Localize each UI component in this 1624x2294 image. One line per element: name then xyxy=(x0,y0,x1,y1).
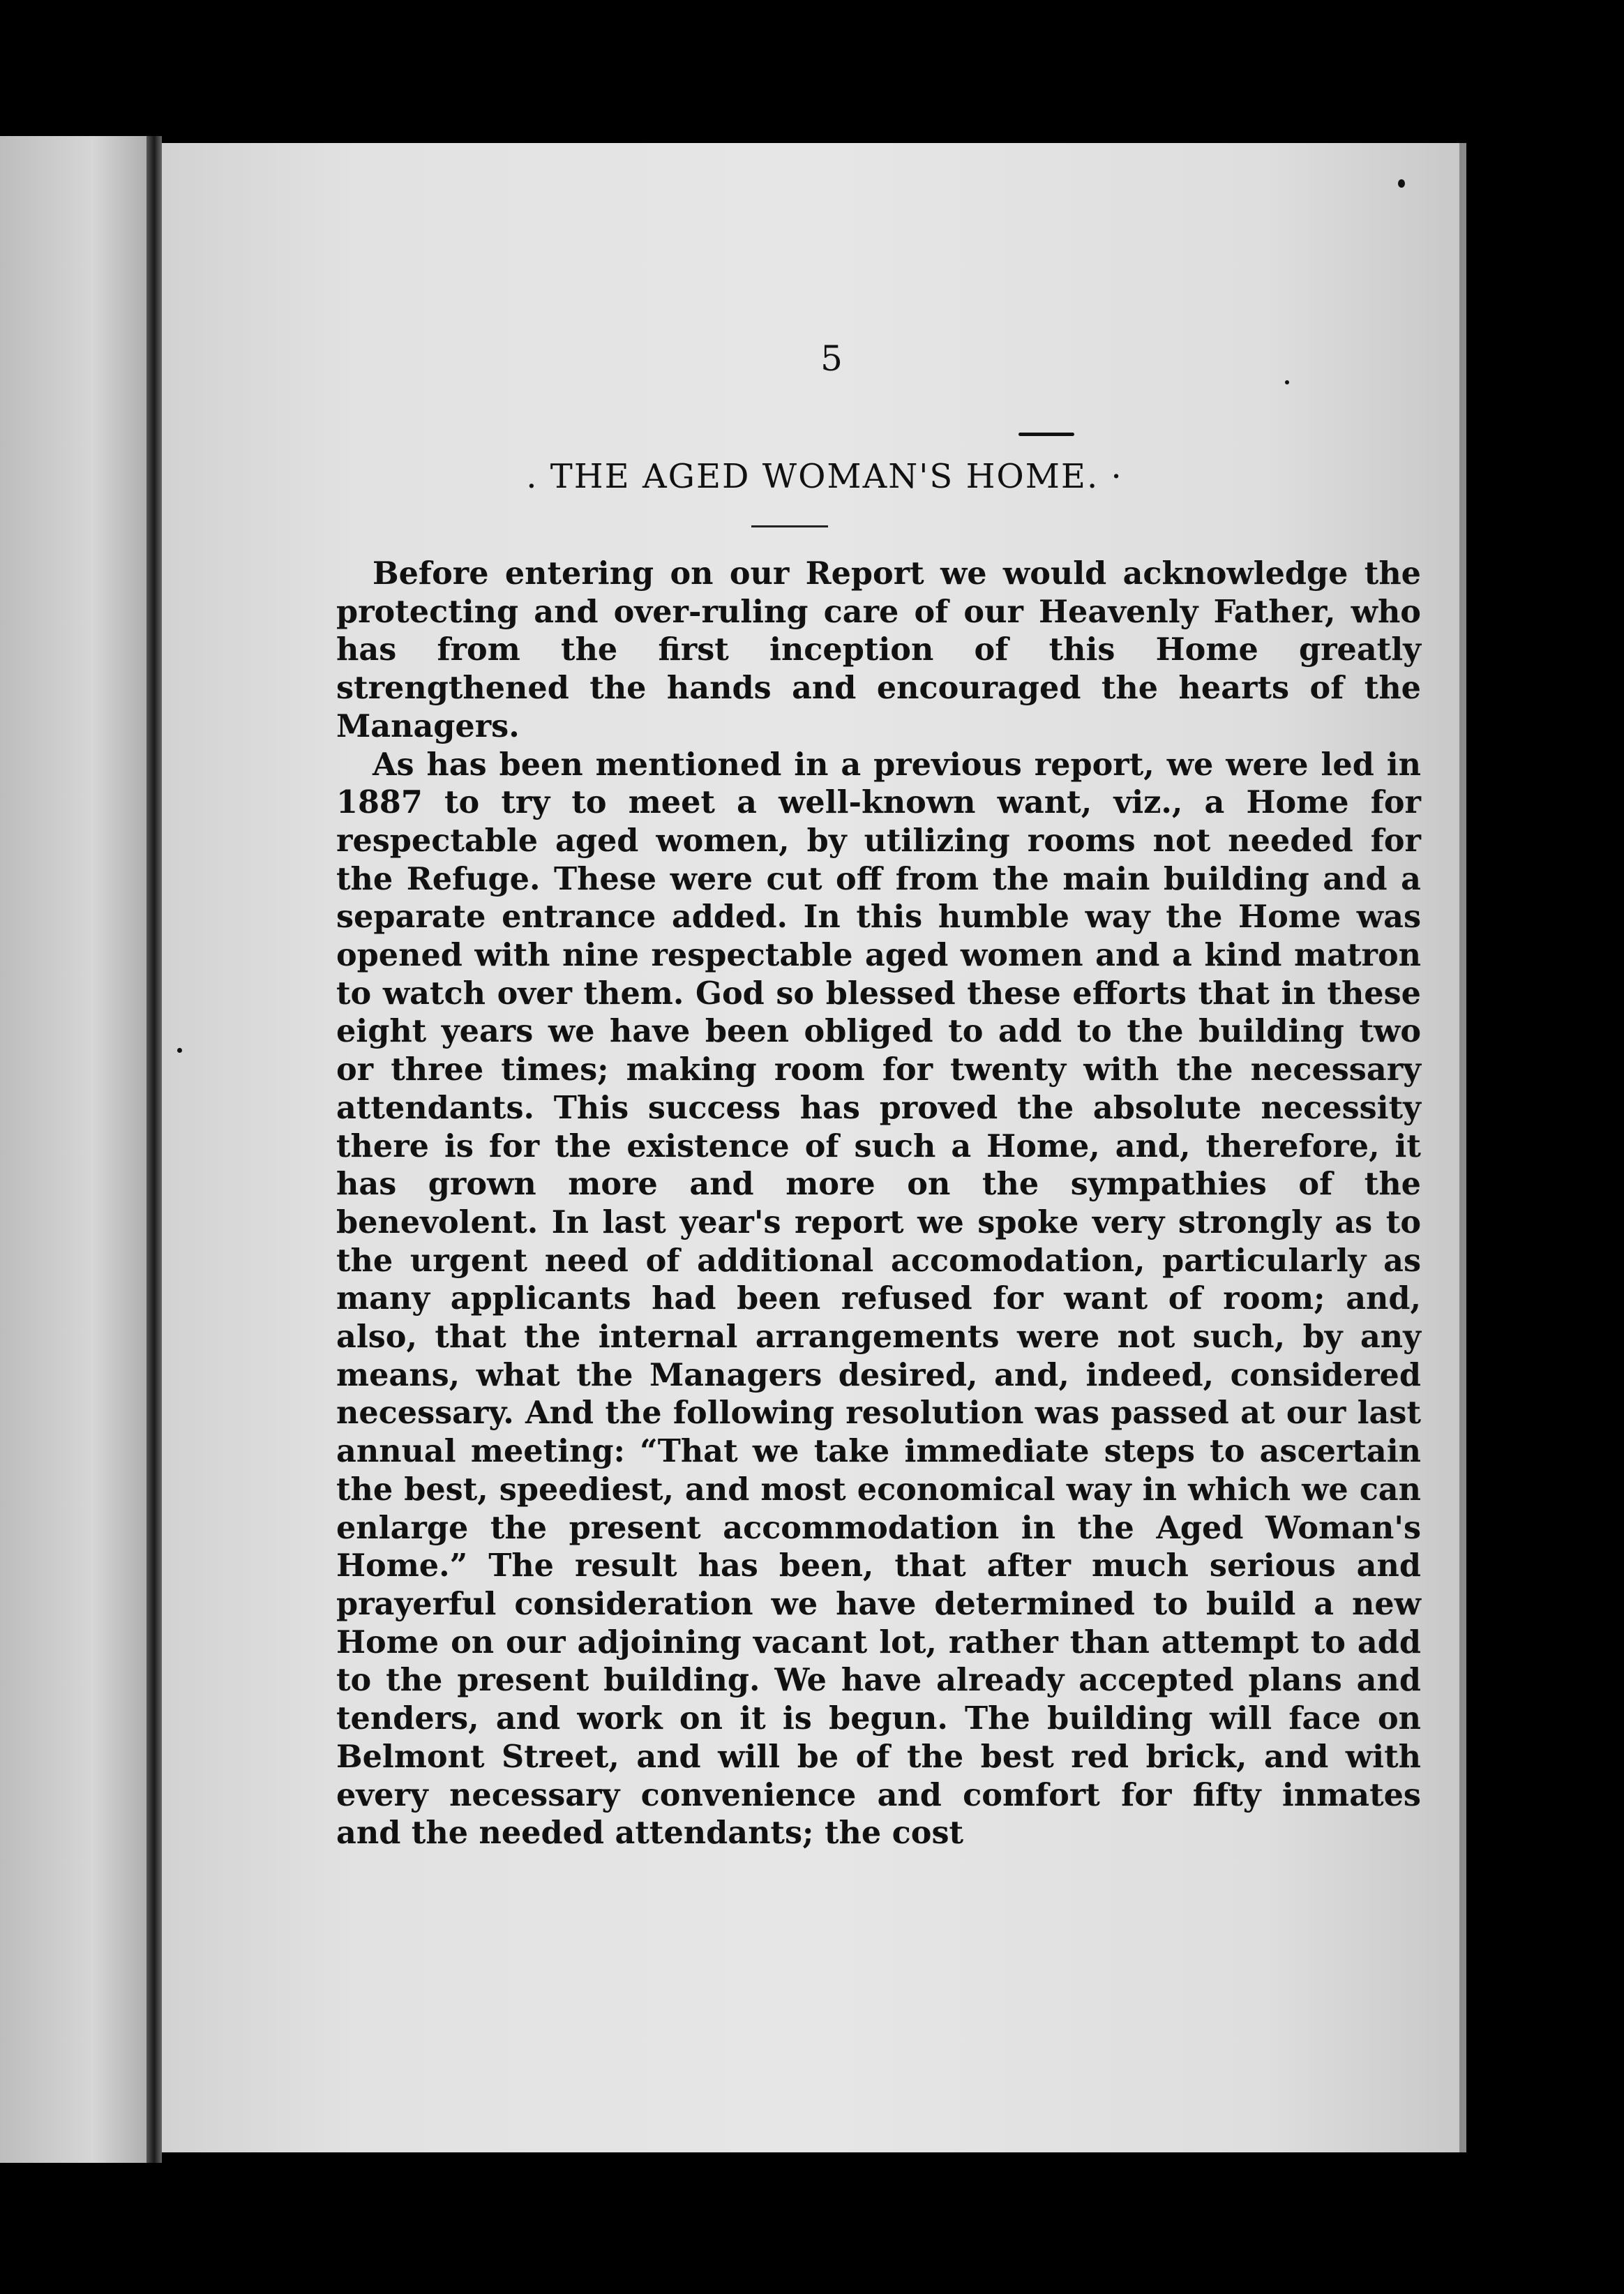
book-gutter xyxy=(146,136,162,2163)
page-number: 5 xyxy=(820,338,843,379)
paragraph-2: As has been mentioned in a previous report, we were led in 1887 to try to meet a well-known want, viz., a Home for respectable aged women, by utilizing rooms not needed for the Refuge. These were cut off from the main building and a separate entrance added. In this humble way the Home was opened with nine respectable aged women and a kind matron to watch over them. God so blessed these efforts that in these eight years we have been obliged to add to the building two or three times; making room for twenty with the necessary attendants. This success has proved the absolute necessity there is for the existence of such a Home, and, therefore, it has grown more and more on the sympathies of the benevolent. In last year's report we spoke very strongly as to the urgent need of additional accomodation, particularly as many applicants had been refused for want of room; and, also, that the internal arrangements were not such, by any means, what the Managers desired, and, indeed, considered necessary. And the following resolution was passed at our last annual meeting: “That we take immediate steps to ascertain the best, speediest, and most economical way in which we can enlarge the present accommodation in the Aged Woman's Home.” The result has been, that after much serious and prayerful consideration we have determined to build a new Home on our adjoining vacant lot, rather than attempt to add to the present building. We have already accepted plans and tenders, and work on it is begun. The building will face on Belmont Street, and will be of the best red brick, and with every necessary convenience and comfort for fifty inmates and the needed attendants; the cost xyxy=(336,746,1421,1852)
scan-speck xyxy=(1018,433,1074,436)
body-text xyxy=(336,555,1421,1852)
document-page xyxy=(162,143,1459,2152)
page-title: . THE AGED WOMAN'S HOME. · xyxy=(526,457,1123,496)
page-edge-right xyxy=(1459,143,1466,2152)
scan-speck xyxy=(1285,380,1289,384)
paragraph-1: Before entering on our Report we would acknowledge the protecting and over-ruling care of our Heavenly Father, who has from the first inception of this Home greatly strengthened the hands and encouraged the hearts of the Managers. xyxy=(336,555,1421,744)
facing-page-edge xyxy=(0,136,155,2163)
title-rule xyxy=(751,525,828,527)
scan-speck xyxy=(177,1048,182,1053)
scan-speck xyxy=(1398,179,1405,188)
